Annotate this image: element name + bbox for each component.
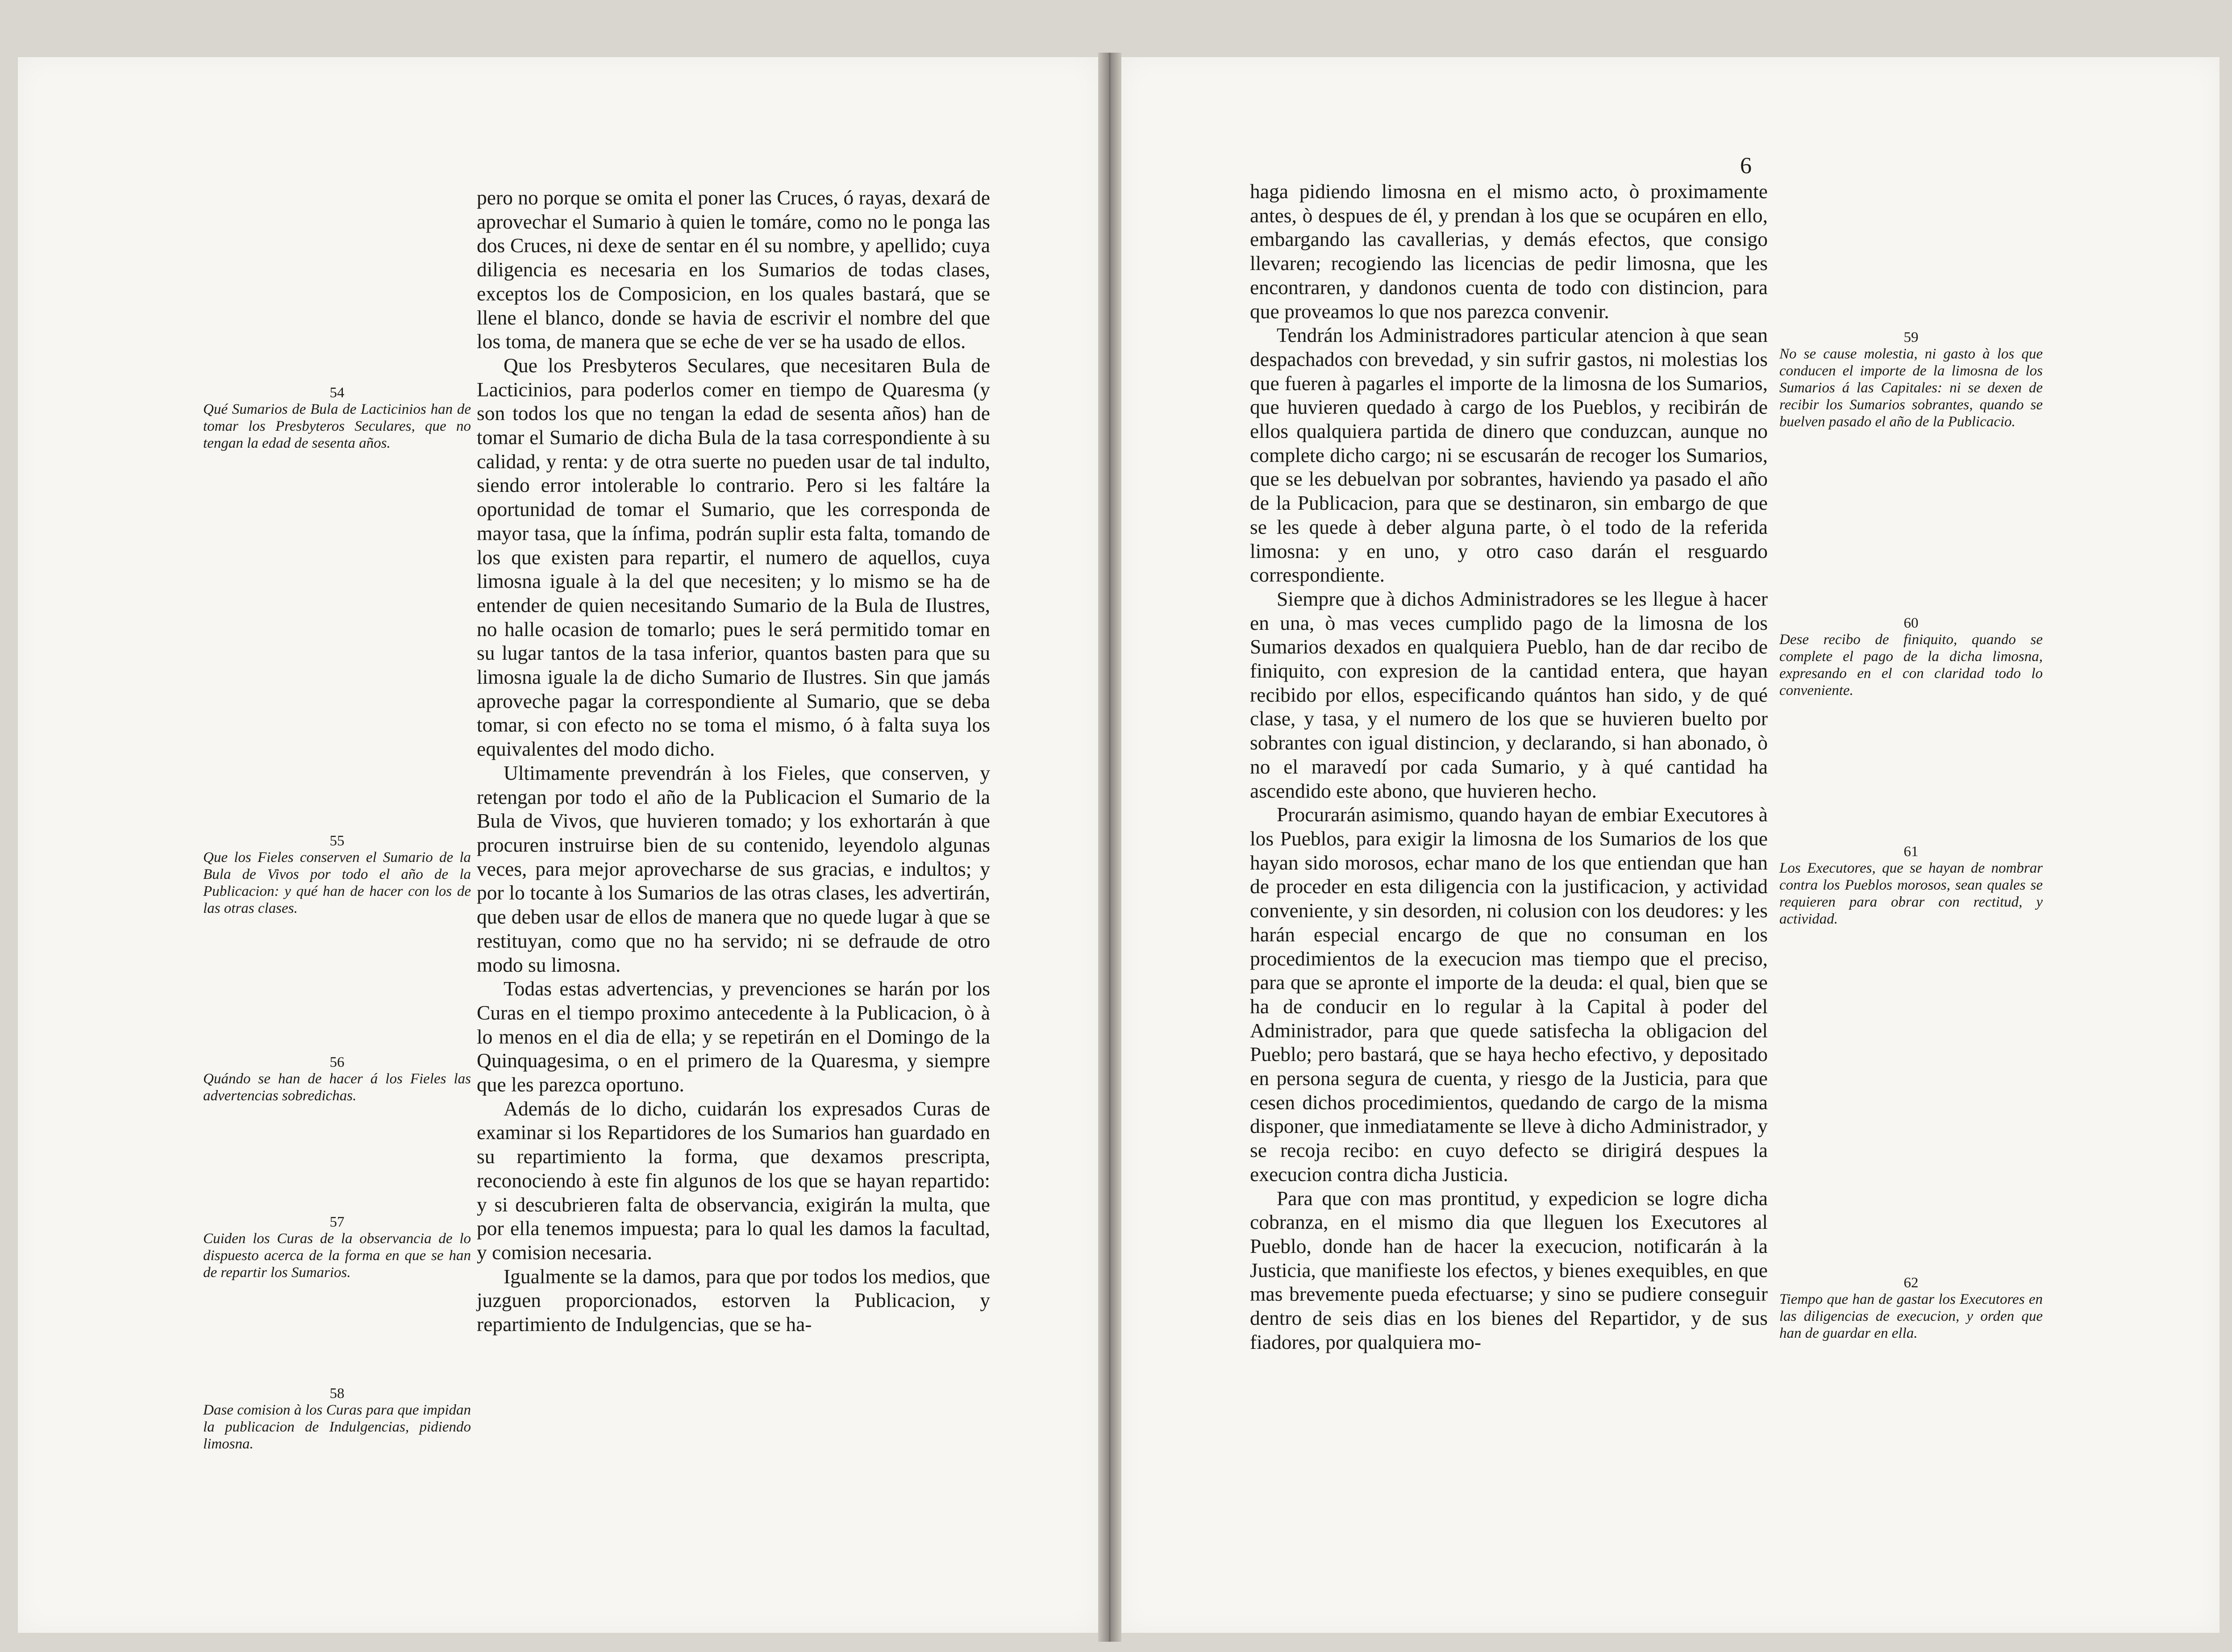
margin-note-number: 62: [1903, 1275, 1919, 1291]
margin-note-number: 60: [1903, 615, 1919, 631]
page-number: 6: [1740, 153, 1752, 179]
margin-note-text: Cuiden los Curas de la observancia de lo dispuesto acerca de la forma en que se han de repartir los Sumarios.: [203, 1231, 471, 1281]
body-paragraph: Siempre que à dichos Administradores se les llegue à hacer en una, ò mas veces cumplido pago de la limosna de los Sumarios dexados en qualquiera Pueblo, han de dar recibo de finiquito, con expresion de la cantidad entera, que hayan recibido por ellos, especificando quántos han sido, y de qué clase, y tasa, y el numero de los que se huvieren buelto por sobrantes con igual distincion, y declarando, si han abonado, ò no el maravedí por cada Sumario, y à qué cantidad ha ascendido este abono, que huvieren hecho.: [1250, 587, 1768, 802]
book-gutter: [1098, 53, 1121, 1642]
margin-note-text: Qué Sumarios de Bula de Lacticinios han de tomar los Presbyteros Seculares, que no tengan la edad de sesenta años.: [203, 401, 471, 451]
body-paragraph: Para que con mas prontitud, y expedicion se logre dicha cobranza, en el mismo dia que lleguen los Executores al Pueblo, donde han de hacer la execucion, notificarán à la Justicia, que manifieste los efectos, y bienes exequibles, en que mas brevemente pueda efectuarse; y sino se pudiere conseguir dentro de seis dias en los bienes del Repartidor, y de sus fiadores, por qualquiera mo-: [1250, 1186, 1768, 1353]
body-paragraph: Ultimamente prevendrán à los Fieles, que conserven, y retengan por todo el año de la Publicacion el Sumario de la Bula de Vivos, que huvieren tomado; y los exhortarán à que procuren instruirse bien de su contenido, leyendolo algunas veces, para mejor aprovecharse de sus gracias, e indultos; y por lo tocante à los Sumarios de las otras clases, les advertirán, que deben usar de ellos de manera que no quede lugar à que se restituyan, como que no ha servido; ni se defraude de otro modo su limosna.: [477, 761, 990, 976]
body-paragraph: Procurarán asimismo, quando hayan de embiar Executores à los Pueblos, para exigir la limosna de los Sumarios de los que hayan sido morosos, echar mano de los que entiendan que han de proceder en esta diligencia con la justificacion, y actividad conveniente, y sin desorden, ni colusion con los deudores: y les harán especial encargo de que no consuman en los procedimientos de la execucion mas tiempo que el preciso, para que se apronte el importe de la deuda: el qual, bien que se ha de conducir en lo regular à la Capital à poder del Administrador, para que quede satisfecha la obligacion del Pueblo; pero bastará, que se haya hecho efectivo, y depositado en persona segura de cuenta, y riesgo de la Justicia, para que cesen dichos procedimientos, quedando de cargo de la misma disponer, que inmediatamente se lleve à dicho Administrador, y se recoja recibo: en cuyo defecto se dirigirá despues la execucion contra dicha Justicia.: [1250, 803, 1768, 1186]
margin-note-text: Quándo se han de hacer á los Fieles las advertencias sobredichas.: [203, 1071, 471, 1104]
margin-note: [203, 1386, 471, 1452]
margin-note: [1779, 615, 2043, 699]
margin-note-text: Tiempo que han de gastar los Executores en las diligencias de execucion, y orden que han de guardar en ella.: [1779, 1291, 2043, 1341]
margin-note: [1779, 329, 2043, 430]
margin-note: [203, 1054, 471, 1104]
right-body-text: [1250, 179, 1768, 1354]
margin-note-text: No se cause molestia, ni gasto à los que conducen el importe de la limosna de los Sumarios á las Capitales: ni se dexen de recibir los Sumarios sobrantes, quando se buelven pasado el año de la Publicacio.: [1779, 346, 2043, 430]
margin-note: [1779, 844, 2043, 928]
body-paragraph: Igualmente se la damos, para que por todos los medios, que juzguen proporcionados, estorven la Publicacion, y repartimiento de Indulgencias, que se ha-: [477, 1265, 990, 1336]
body-paragraph: Que los Presbyteros Seculares, que necesitaren Bula de Lacticinios, para poderlos comer en tiempo de Quaresma (y son todos los que no tengan la edad de sesenta años) han de tomar el Sumario de dicha Bula de la tasa correspondiente à su calidad, y renta: y de otra suerte no pueden usar de tal indulto, siendo error intolerable lo contrario. Pero si les faltáre la oportunidad de tomar el Sumario, que les corresponda de mayor tasa, que la ínfima, podrán suplir esta falta, tomando de los que existen para repartir, el numero de aquellos, cuya limosna iguale à la del que necesiten; y lo mismo se ha de entender de quien necesitando Sumario de la Bula de Ilustres, no halle ocasion de tomarlo; pues le será permitido tomar en su lugar tantos de la tasa inferior, quantos basten para que su limosna iguale la de dicho Sumario de Ilustres. Sin que jamás aproveche pagar la correspondiente al Sumario, que se deba tomar, si con efecto no se toma el mismo, ó à falta suya los equivalentes del modo dicho.: [477, 354, 990, 761]
margin-note-number: 61: [1903, 844, 1919, 860]
body-paragraph: Además de lo dicho, cuidarán los expresados Curas de examinar si los Repartidores de los Sumarios han guardado en su repartimiento la forma, que dexamos prescripta, reconociendo à este fin algunos de los que se hayan repartido: y si descubrieren falta de observancia, exigirán la multa, que por ella tenemos impuesta; para lo qual les damos la facultad, y comision necesaria.: [477, 1097, 990, 1264]
left-body-text: [477, 186, 990, 1336]
margin-note: [203, 1214, 471, 1281]
margin-note: [203, 833, 471, 917]
margin-note-number: 59: [1903, 329, 1919, 345]
right-margin-notes: [1779, 0, 2043, 1652]
body-paragraph: Tendrán los Administradores particular atencion à que sean despachados con brevedad, y sin sufrir gastos, ni molestias los que fueren à pagarles el importe de la limosna de los Sumarios, que huvieren quedado à cargo de los Pueblos, y recibirán de ellos qualquiera partida de dinero que conduzcan, aunque no complete dicho cargo; ni se escusarán de recoger los Sumarios, que se les debuelvan por sobrantes, haviendo ya pasado el año de la Publicacion, para que se destinaron, sin embargo de que se les quede à deber alguna parte, ò el todo de la referida limosna: y en uno, y otro caso darán el resguardo correspondiente.: [1250, 324, 1768, 587]
margin-note-number: 57: [329, 1214, 345, 1230]
body-paragraph: Todas estas advertencias, y prevenciones se harán por los Curas en el tiempo proximo antecedente à la Publicacion, ò à lo menos en el dia de ella; y se repetirán en el Domingo de la Quinquagesima, o en el primero de la Quaresma, y siempre que les parezca oportuno.: [477, 977, 990, 1096]
margin-note-text: Dese recibo de finiquito, quando se complete el pago de la dicha limosna, expresando en el con claridad todo lo conveniente.: [1779, 632, 2043, 699]
body-paragraph: haga pidiendo limosna en el mismo acto, ò proximamente antes, ò despues de él, y prendan à los que se ocupáren en ello, embargando las cavallerias, y demás efectos, que consigo llevaren; recogiendo las licencias de pedir limosna, que les encontraren, y dandonos cuenta de todo con distincion, para que proveamos lo que nos parezca convenir.: [1250, 180, 1768, 323]
body-paragraph: pero no porque se omita el poner las Cruces, ó rayas, dexará de aprovechar el Sumario à quien le tomáre, como no le ponga las dos Cruces, ni dexe de sentar en él su nombre, y apellido; cuya diligencia es necesaria en los Sumarios de todas clases, exceptos los de Composicion, en los quales bastará, que se llene el blanco, donde se havia de escrivir el nombre del que los toma, de manera que se eche de ver se ha usado de ellos.: [477, 186, 990, 353]
left-margin-notes: [203, 0, 471, 1652]
margin-note-number: 55: [329, 833, 345, 849]
margin-note-number: 54: [329, 385, 345, 401]
margin-note-text: Dase comision à los Curas para que impidan la publicacion de Indulgencias, pidiendo limosna.: [203, 1402, 471, 1452]
margin-note-text: Los Executores, que se hayan de nombrar contra los Pueblos morosos, sean quales se requieren para obrar con rectitud, y actividad.: [1779, 860, 2043, 927]
margin-note-text: Que los Fieles conserven el Sumario de la Bula de Vivos por todo el año de la Publicacion: y qué han de hacer con los de las otras clases.: [203, 849, 471, 916]
margin-note-number: 56: [329, 1054, 345, 1070]
margin-note: [1779, 1275, 2043, 1342]
margin-note-number: 58: [329, 1386, 345, 1402]
margin-note: [203, 385, 471, 452]
